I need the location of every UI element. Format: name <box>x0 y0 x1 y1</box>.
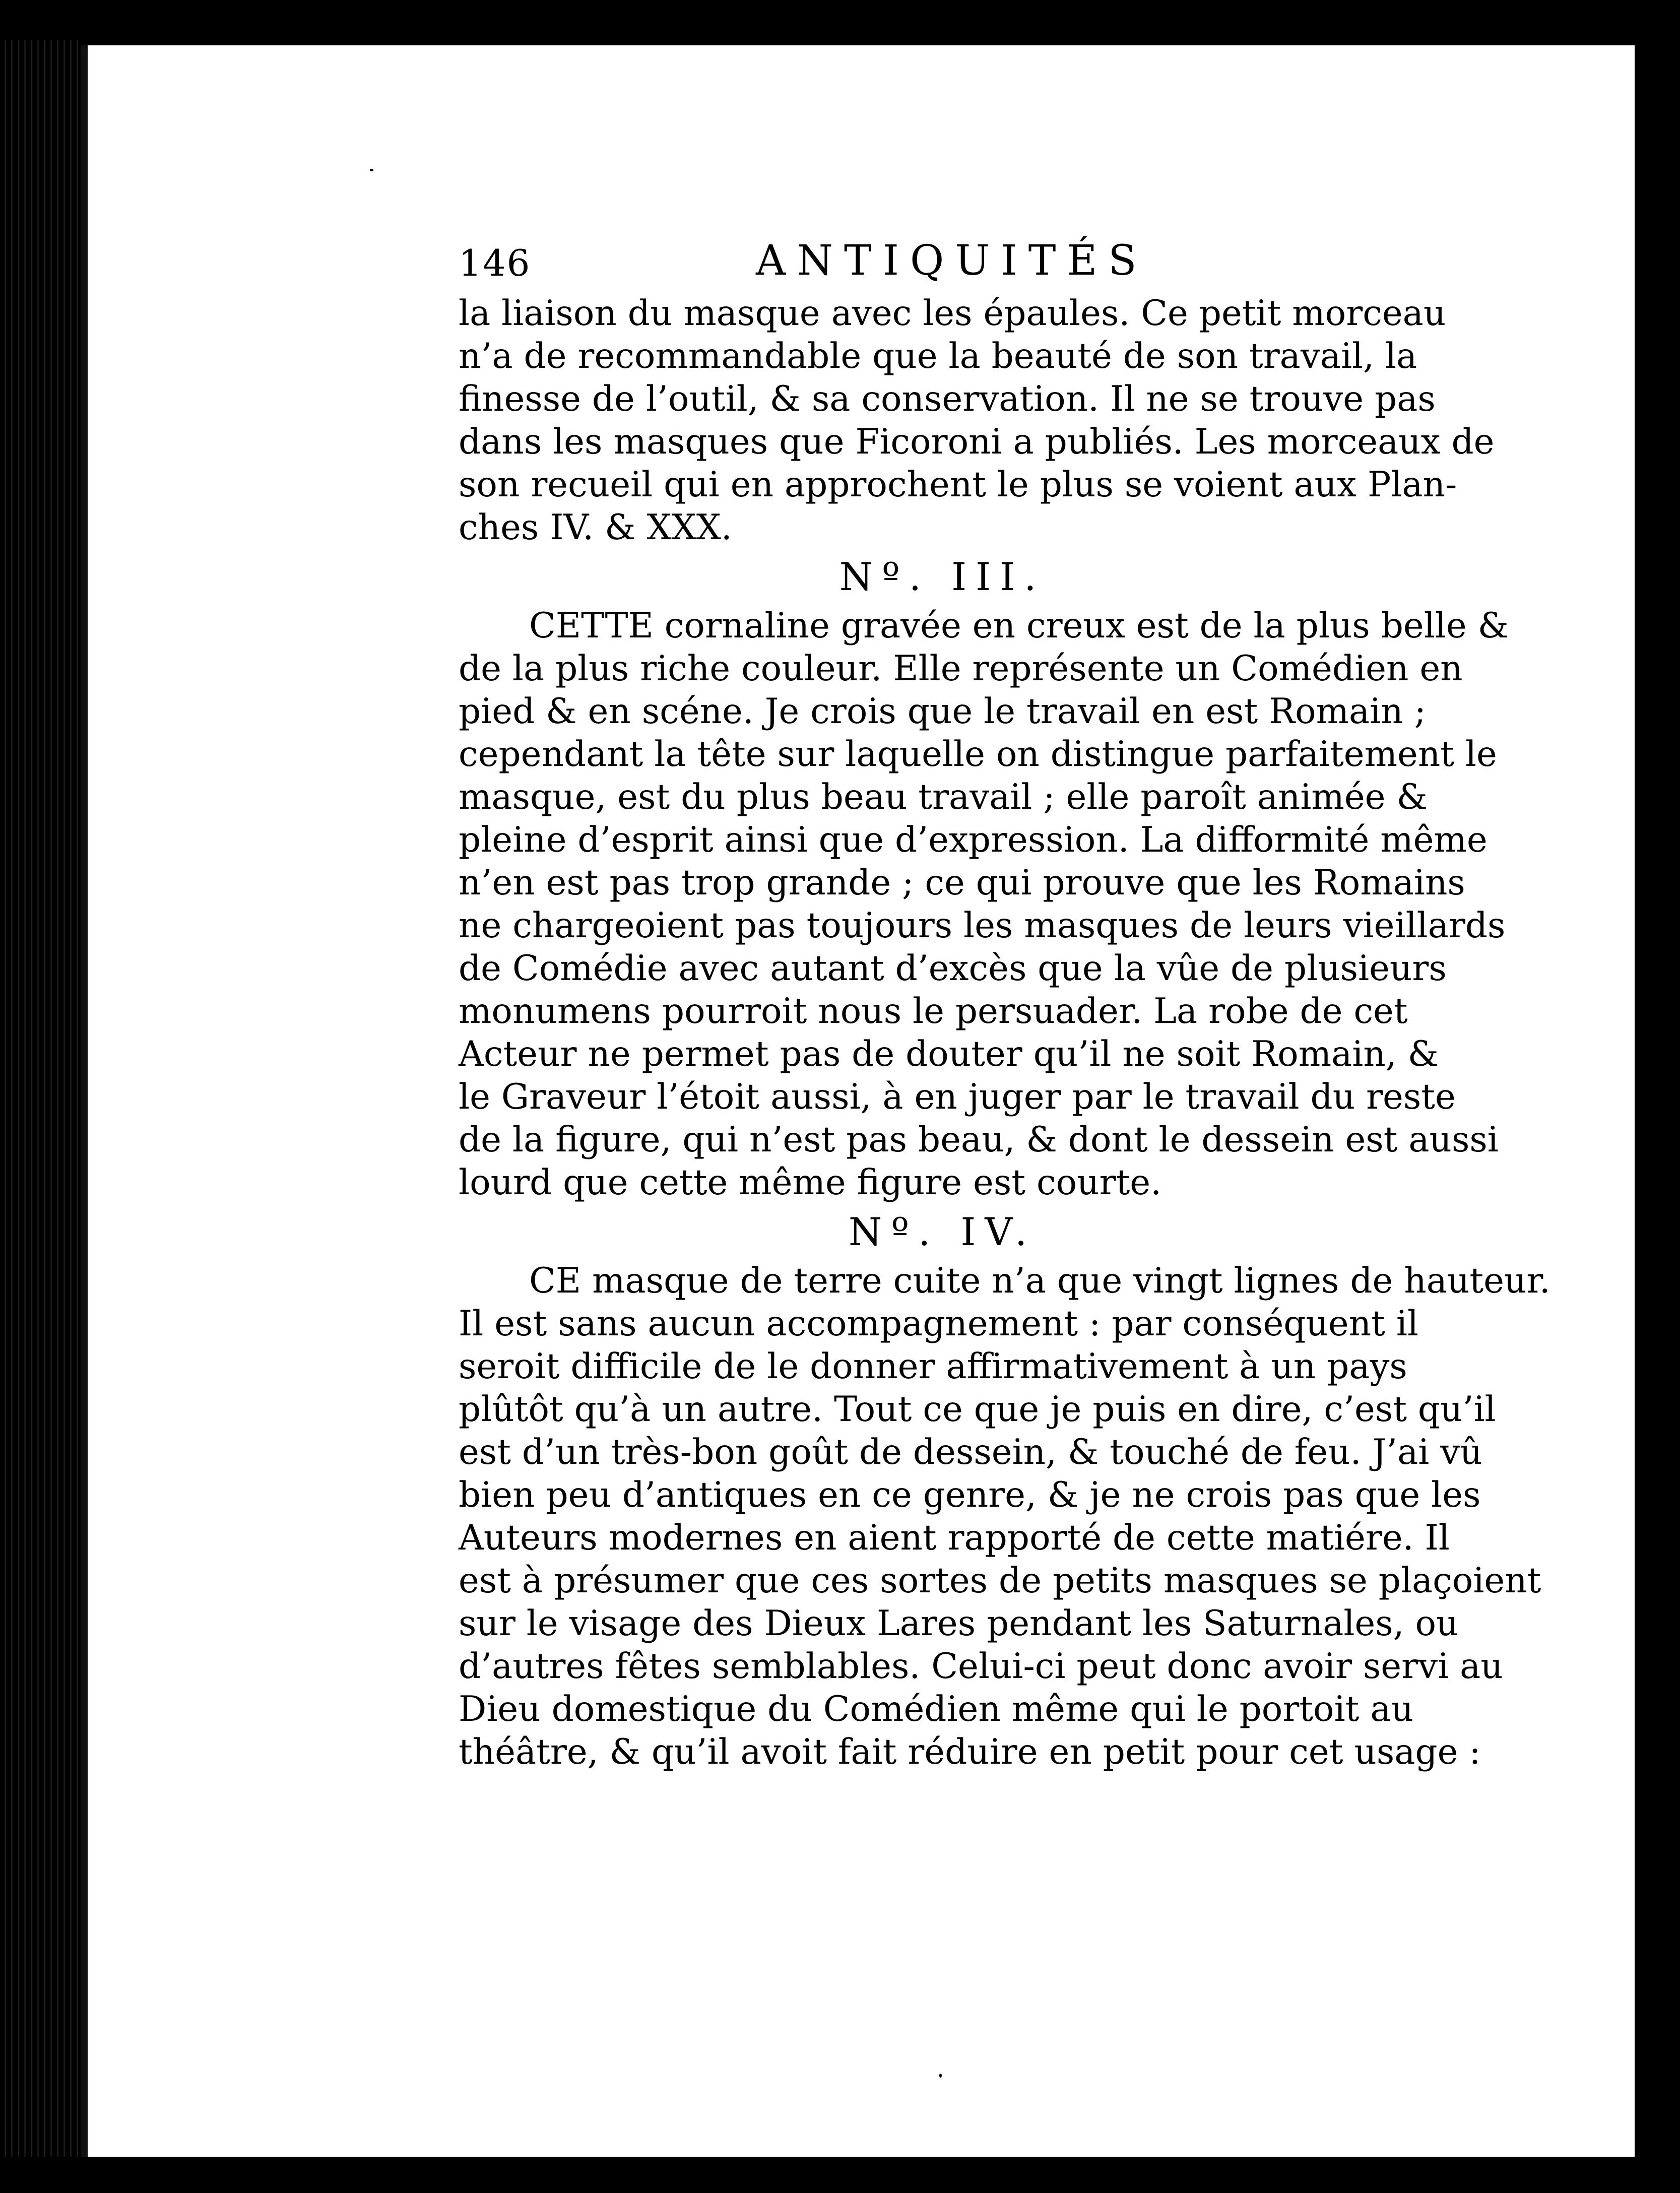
text-line: Il est sans aucun accompagnement : par conséquent il <box>459 1304 1418 1344</box>
section-heading-4: Nº. IV. <box>848 1209 1037 1254</box>
text-line: de Comédie avec autant d’excès que la vûe de plusieurs <box>459 948 1447 989</box>
text-line: dans les masques que Ficoroni a publiés. Les morceaux de <box>459 422 1495 462</box>
paragraph-continued <box>459 292 1495 549</box>
text-line: seroit difficile de le donner affirmativement à un pays <box>459 1346 1407 1387</box>
text-line: est d’un très-bon goût de dessein, & touché de feu. J’ai vû <box>459 1432 1482 1472</box>
page-number: 146 <box>459 242 531 284</box>
running-title: ANTIQUITÉS <box>756 237 1148 285</box>
text-line: Acteur ne permet pas de douter qu’il ne soit Romain, & <box>459 1034 1439 1074</box>
text-line: Auteurs modernes en aient rapporté de cette matiére. Il <box>459 1518 1450 1558</box>
text-line: finesse de l’outil, & sa conservation. Il ne se trouve pas <box>459 379 1436 419</box>
text-line: ne chargeoient pas toujours les masques de leurs vieillards <box>459 906 1506 946</box>
text-line: le Graveur l’étoit aussi, à en juger par le travail du reste <box>459 1077 1456 1117</box>
scan-bottom-border <box>81 2157 1635 2193</box>
text-line: pleine d’esprit ainsi que d’expression. La difformité même <box>459 820 1488 860</box>
text-line: cependant la tête sur laquelle on distingue parfaitement le <box>459 734 1497 775</box>
text-line: masque, est du plus beau travail ; elle paroît animée & <box>459 777 1428 817</box>
text-line: Dieu domestique du Comédien même qui le portoit au <box>459 1689 1413 1729</box>
text-line: CETTE cornaline gravée en creux est de la plus belle & <box>529 606 1509 646</box>
text-line: ches IV. & XXX. <box>459 507 732 548</box>
text-line: plûtôt qu’à un autre. Tout ce que je puis en dire, c’est qu’il <box>459 1389 1496 1430</box>
text-line: d’autres fêtes semblables. Celui-ci peut donc avoir servi au <box>459 1646 1503 1687</box>
text-line: n’en est pas trop grande ; ce qui prouve que les Romains <box>459 863 1465 903</box>
ink-speck <box>370 169 373 171</box>
book-gutter-edge <box>0 40 83 2157</box>
section-heading-3: Nº. III. <box>839 554 1046 599</box>
text-line: lourd que cette même figure est courte. <box>459 1163 1162 1203</box>
text-line: sur le visage des Dieux Lares pendant les Saturnales, ou <box>459 1603 1459 1644</box>
text-line: bien peu d’antiques en ce genre, & je ne crois pas que les <box>459 1475 1481 1515</box>
text-line: pied & en scéne. Je crois que le travail en est Romain ; <box>459 691 1426 732</box>
page-text-block <box>459 237 1550 1774</box>
text-line: théâtre, & qu’il avoit fait réduire en petit pour cet usage : <box>459 1732 1481 1772</box>
ink-speck <box>939 2074 942 2078</box>
text-line: est à présumer que ces sortes de petits masques se plaçoient <box>459 1561 1541 1601</box>
text-line: la liaison du masque avec les épaules. Ce petit morceau <box>459 293 1446 334</box>
text-line: son recueil qui en approchent le plus se voient aux Plan- <box>459 465 1457 505</box>
text-line: monumens pourroit nous le persuader. La robe de cet <box>459 991 1408 1031</box>
text-line: CE masque de terre cuite n’a que vingt lignes de hauteur. <box>529 1261 1550 1301</box>
running-head <box>459 237 1406 292</box>
text-line: de la plus riche couleur. Elle représente un Comédien en <box>459 649 1463 689</box>
text-line: de la figure, qui n’est pas beau, & dont le dessein est aussi <box>459 1120 1499 1160</box>
text-line: n’a de recommandable que la beauté de son travail, la <box>459 336 1417 376</box>
section-4-paragraph <box>459 1260 1550 1774</box>
section-3-paragraph <box>459 605 1509 1204</box>
